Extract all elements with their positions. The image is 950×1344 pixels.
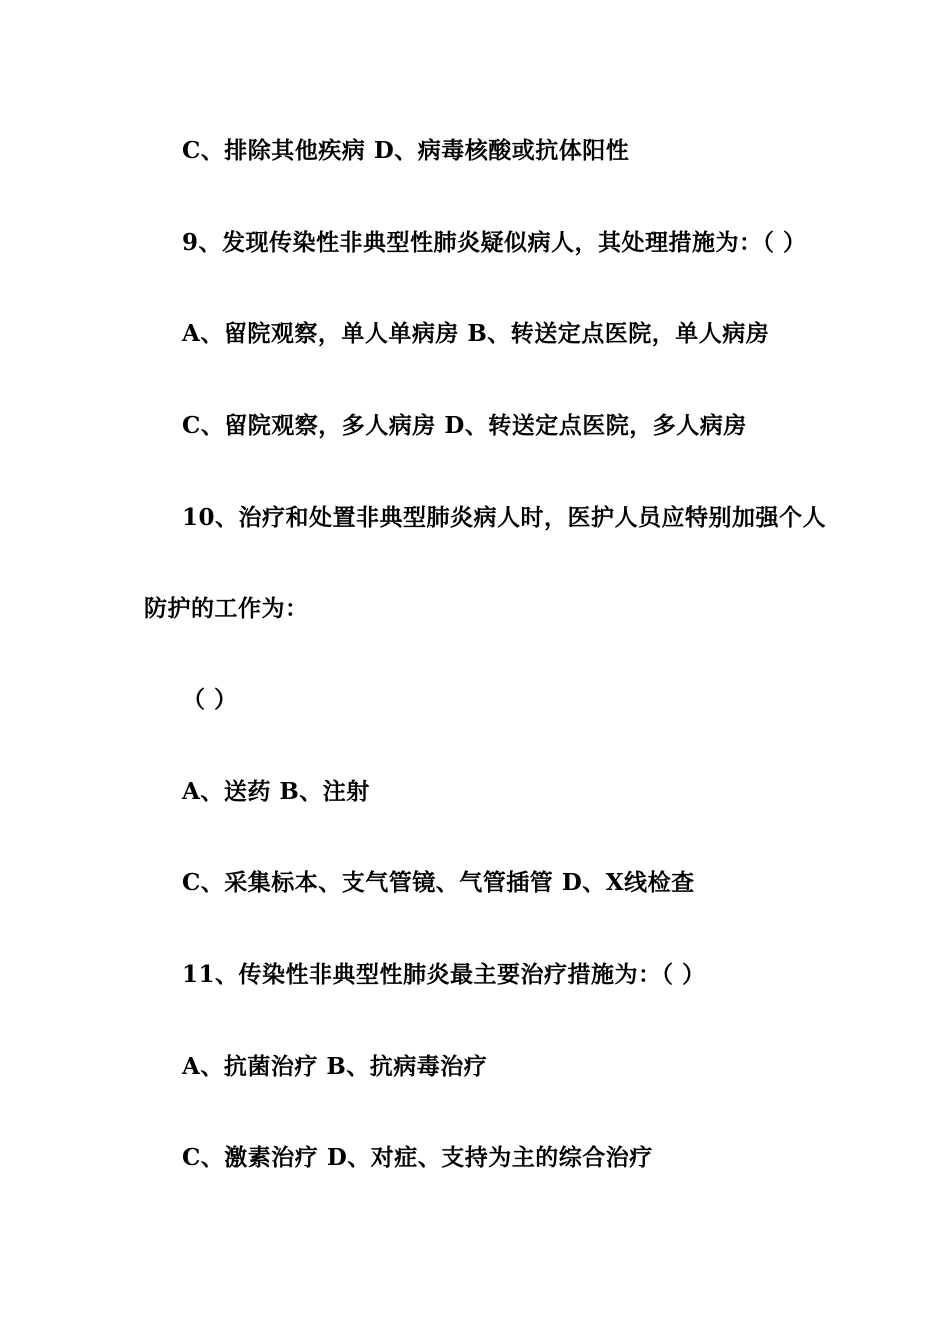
- option-line-q9-ab: A、留院观察，单人单病房 B、转送定点医院，单人病房: [182, 320, 770, 347]
- question-10-answer-blank: （ ）: [182, 686, 238, 713]
- option-line-q9-cd: C、留院观察，多人病房 D、转送定点医院，多人病房: [182, 412, 747, 439]
- option-line-q11-ab: A、抗菌治疗 B、抗病毒治疗: [182, 1053, 488, 1080]
- option-line-q10-ab: A、送药 B、注射: [182, 778, 370, 805]
- question-10: 10、治疗和处置非典型肺炎病人时，医护人员应特别加强个人: [182, 504, 827, 531]
- question-10-continued: 防护的工作为：: [144, 595, 309, 622]
- option-line-q11-cd: C、激素治疗 D、对症、支持为主的综合治疗: [182, 1144, 653, 1171]
- option-line-q8-cd: C、排除其他疾病 D、病毒核酸或抗体阳性: [182, 137, 630, 164]
- question-9: 9、发现传染性非典型性肺炎疑似病人，其处理措施为：（ ）: [182, 229, 807, 256]
- option-line-q10-cd: C、采集标本、支气管镜、气管插管 D、X线检查: [182, 869, 695, 896]
- question-11: 11、传染性非典型性肺炎最主要治疗措施为：（ ）: [182, 961, 706, 988]
